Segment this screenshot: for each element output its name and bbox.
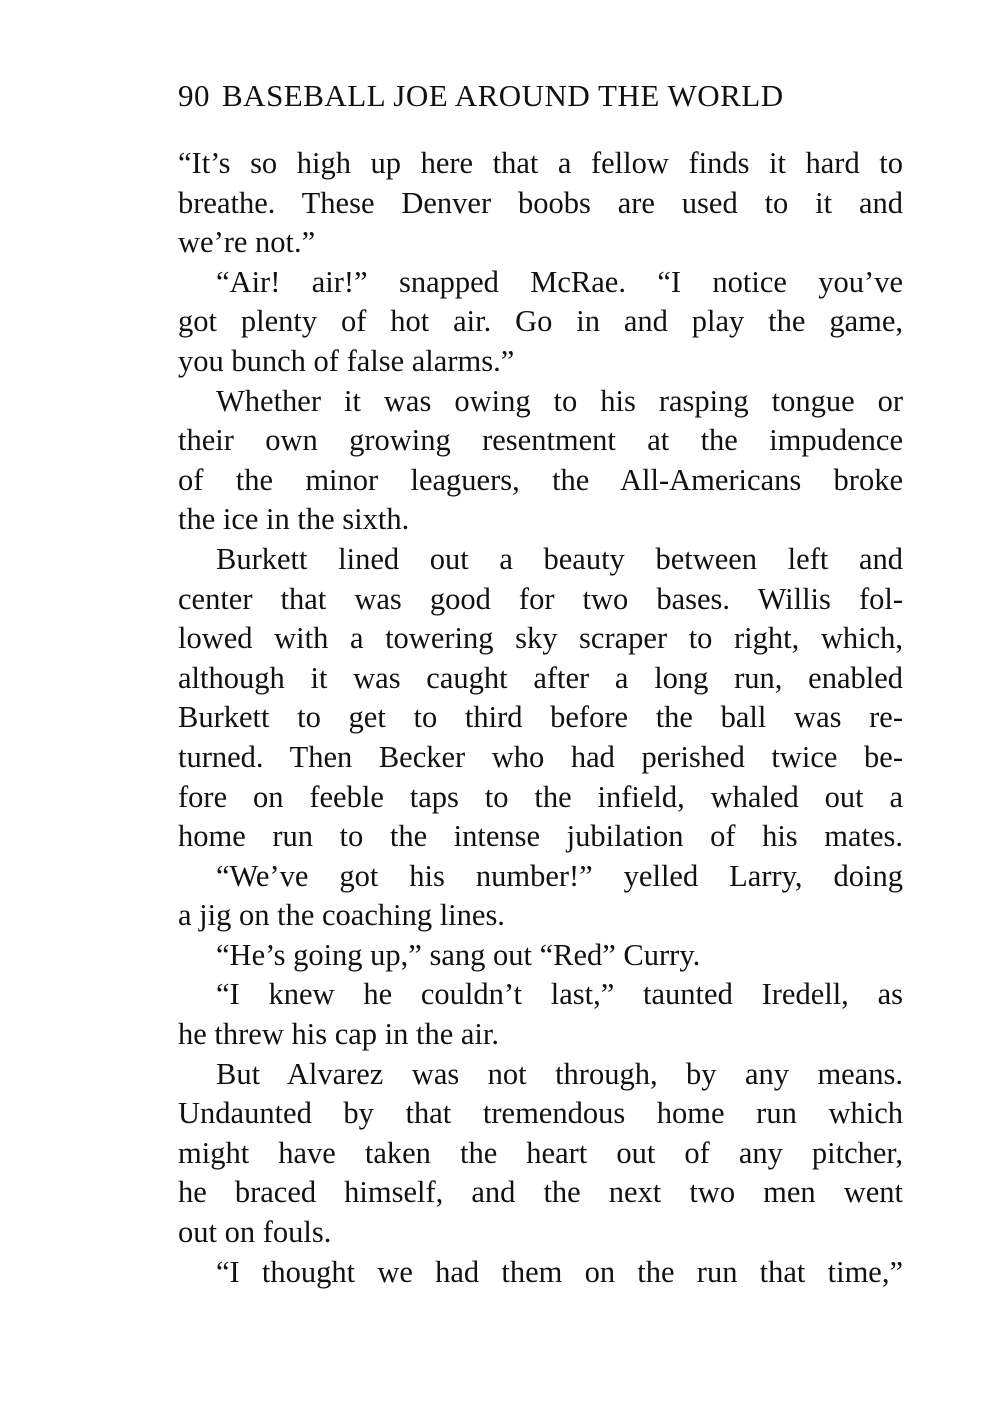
text-line: out on fouls. [178,1215,332,1250]
running-head [178,78,903,114]
book-page [178,78,903,1292]
text-line: we’re not.” [178,225,316,260]
text-line: a jig on the coaching lines. [178,898,505,933]
text-line: their own growing resentment at the impudence [178,423,903,458]
text-line: Burkett to get to third before the ball was re- [178,700,903,735]
text-line: Undaunted by that tremendous home run which [178,1096,903,1131]
text-line: “I knew he couldn’t last,” taunted Iredell, as [216,977,903,1012]
paragraph [178,263,903,382]
paragraph [178,1253,903,1293]
text-line: center that was good for two bases. Willis fol- [178,581,903,616]
text-line: he threw his cap in the air. [178,1017,499,1052]
text-line: got plenty of hot air. Go in and play the game, [178,304,903,339]
text-line: Burkett lined out a beauty between left and [216,541,903,576]
page-number: 90 [178,78,210,113]
paragraph [178,857,903,936]
text-line: he braced himself, and the next two men went [178,1175,903,1210]
paragraph [178,936,903,976]
text-line: lowed with a towering sky scraper to right, which, [178,621,903,656]
paragraph [178,975,903,1054]
text-line: turned. Then Becker who had perished twice be- [178,739,903,774]
text-line: “I thought we had them on the run that time,” [216,1254,903,1289]
text-line: although it was caught after a long run, enabled [178,660,903,695]
paragraph [178,540,903,857]
paragraph [178,144,903,263]
text-line: home run to the intense jubilation of his mates. [178,819,903,854]
paragraph [178,1055,903,1253]
text-line: “Air! air!” snapped McRae. “I notice you’ve [216,264,903,299]
text-line: might have taken the heart out of any pitcher, [178,1135,903,1170]
text-line: fore on feeble taps to the infield, whaled out a [178,779,903,814]
text-line: of the minor leaguers, the All-Americans broke [178,462,903,497]
text-line: breathe. These Denver boobs are used to it and [178,185,903,220]
text-line: the ice in the sixth. [178,502,410,537]
text-line: you bunch of false alarms.” [178,343,515,378]
text-line: But Alvarez was not through, by any means. [216,1056,903,1091]
text-line: Whether it was owing to his rasping tongue or [216,383,903,418]
running-title: BASEBALL JOE AROUND THE WORLD [222,78,784,113]
text-line: “It’s so high up here that a fellow finds it hard to [178,146,903,180]
paragraph [178,382,903,540]
text-line: “He’s going up,” sang out “Red” Curry. [216,937,701,972]
text-line: “We’ve got his number!” yelled Larry, doing [216,858,903,893]
